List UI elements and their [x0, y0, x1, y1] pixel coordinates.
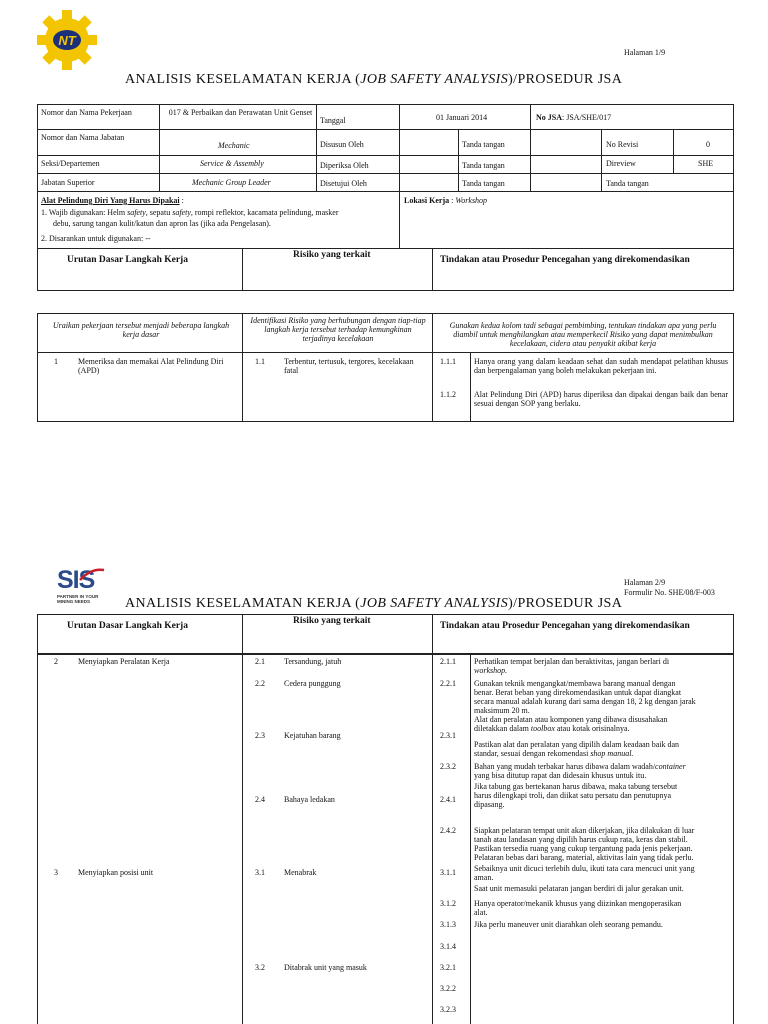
action-line: Sebaiknya unit dicuci terlebih dulu, ikuti tata cara mencuci unit yang	[474, 864, 695, 873]
risk-number: 2.1	[255, 657, 265, 666]
document-title: ANALISIS KESELAMATAN KERJA (JOB SAFETY ANALYSIS)/PROSEDUR JSA	[125, 72, 623, 87]
signature-label-2: Tanda tangan	[462, 161, 505, 170]
page-number: Halaman 2/9	[624, 578, 666, 587]
form-number: Formulir No. SHE/08/F-003	[624, 588, 715, 597]
signature-label-3: Tanda tangan	[462, 179, 505, 188]
column-header-risks: Risiko yang terkait	[293, 616, 371, 626]
action-number: 2.1.1	[440, 657, 456, 666]
column-header-actions: Tindakan atau Prosedur Pencegahan yang direkomendasikan	[440, 255, 690, 265]
date-value: 01 Januari 2014	[436, 113, 488, 122]
action-number: 2.4.1	[440, 795, 456, 804]
approved-by-label: Disetujui Oleh	[320, 179, 367, 188]
risk-description: Ditabrak unit yang masuk	[284, 963, 367, 972]
superior-label: Jabatan Superior	[41, 178, 95, 187]
guide-risks: Identifikasi Risiko yang berhubungan dengan tiap-tiap langkah kerja tersebut terhadap kemungkinan terjadinya kecelakaan	[250, 316, 426, 343]
ppe-heading: Alat Pelindung Diri Yang Harus Dipakai :	[41, 196, 184, 205]
section-value: Service & Assembly	[200, 159, 264, 168]
page-number: Halaman 1/9	[624, 48, 666, 57]
action-line: Gunakan teknik mengangkat/membawa barang manual dengan	[474, 679, 676, 688]
ppe-item-2: 2. Disarankan untuk digunakan: --	[41, 234, 151, 243]
action-line: Pelataran bebas dari barang, material, aktivitas lain yang tidak perlu.	[474, 853, 694, 862]
step-number: 3	[54, 868, 58, 877]
checked-by-label: Diperiksa Oleh	[320, 161, 369, 170]
sis-logo: SIS PARTNER IN YOUR MINING NEEDS	[57, 566, 117, 606]
action-number: 3.2.2	[440, 984, 456, 993]
step-description: Menyiapkan posisi unit	[78, 868, 154, 877]
date-label: Tanggal	[320, 116, 346, 125]
risk-description: Bahaya ledakan	[284, 795, 335, 804]
action-number: 3.2.1	[440, 963, 456, 972]
step-description: Menyiapkan Peralatan Kerja	[78, 657, 170, 666]
action-number: 3.1.2	[440, 899, 456, 908]
section-label: Seksi/Departemen	[41, 159, 100, 168]
action-description: Hanya orang yang dalam keadaan sehat dan sudah mendapat pelatihan khusus dan berpengalaman yang boleh melakukan pekerjaan ini.	[474, 357, 728, 375]
action-line: tanah atau landasan yang dipilih harus cukup rata, keras dan stabil.	[474, 835, 688, 844]
superior-value: Mechanic Group Leader	[192, 178, 271, 187]
risk-number: 2.3	[255, 731, 265, 740]
reviewed-label: Direview	[606, 159, 636, 168]
action-line: Perhatikan tempat berjalan dan beraktivitas, jangan berlari di	[474, 657, 670, 666]
action-line: benar. Berat beban yang direkomendasikan untuk dapat diangkat	[474, 688, 682, 697]
jsa-number: No JSA: JSA/SHE/017	[536, 113, 612, 122]
action-line: diletakkan dalam toolbox atau kotak orisinalnya.	[474, 724, 630, 733]
action-line: harus dilengkapi troli, dan diikat satu persatu dan penutupnya	[474, 791, 672, 800]
job-name-value: 017 & Perbaikan dan Perawatan Unit Genset	[168, 108, 313, 117]
action-number: 3.1.1	[440, 868, 456, 877]
action-line: secara manual adalah kurang dari sama dengan 18, 2 kg dengan jarak	[474, 697, 696, 706]
risk-number: 2.2	[255, 679, 265, 688]
risk-description: Kejatuhan barang	[284, 731, 341, 740]
risk-description: Cedera punggung	[284, 679, 341, 688]
action-number: 1.1.1	[440, 357, 456, 366]
action-line: Jika perlu maneuver unit diarahkan oleh seorang pemandu.	[474, 920, 663, 929]
swoosh-icon	[79, 568, 105, 582]
risk-number: 2.4	[255, 795, 265, 804]
step-description: Memeriksa dan memakai Alat Pelindung Diri (APD)	[78, 357, 224, 375]
signature-label-1: Tanda tangan	[462, 140, 505, 149]
ppe-item-1: 1. Wajib digunakan: Helm safety, sepatu safety, rompi reflektor, kacamata pelindung, masker	[41, 208, 339, 217]
column-header-steps: Urutan Dasar Langkah Kerja	[67, 255, 188, 265]
action-line: standar, sesuai dengan rekomendasi shop manual.	[474, 749, 634, 758]
revision-label: No Revisi	[606, 140, 639, 149]
column-header-steps: Urutan Dasar Langkah Kerja	[67, 621, 188, 631]
column-header-actions: Tindakan atau Prosedur Pencegahan yang direkomendasikan	[440, 621, 690, 631]
action-number: 3.1.3	[440, 920, 456, 929]
action-line: dipasang.	[474, 800, 505, 809]
prepared-by-label: Disusun Oleh	[320, 140, 364, 149]
document-title: ANALISIS KESELAMATAN KERJA (JOB SAFETY ANALYSIS)/PROSEDUR JSA	[125, 596, 623, 611]
action-number: 2.3.1	[440, 731, 456, 740]
action-number: 1.1.2	[440, 390, 456, 399]
action-line: Siapkan pelataran tempat unit akan dikerjakan, jika dilakukan di luar	[474, 826, 695, 835]
action-number: 2.4.2	[440, 826, 456, 835]
action-number: 2.2.1	[440, 679, 456, 688]
risk-number: 3.2	[255, 963, 265, 972]
action-number: 3.1.4	[440, 942, 456, 951]
action-line: alat.	[474, 908, 488, 917]
action-number: 3.2.3	[440, 1005, 456, 1014]
action-line: aman.	[474, 873, 494, 882]
company-gear-logo	[30, 8, 104, 72]
guide-steps: Uraikan pekerjaan tersebut menjadi beberapa langkah kerja dasar	[52, 321, 230, 339]
action-line: Jika tabung gas bertekanan harus dibawa, maka tabung tersebut	[474, 782, 678, 791]
jsa-header-page-2	[37, 614, 734, 654]
action-line: Hanya operator/mekanik khusus yang diizinkan mengoperasikan	[474, 899, 682, 908]
action-line: Pastikan tersedia ruang yang cukup tergantung pada jenis pekerjaan.	[474, 844, 693, 853]
work-location: Lokasi Kerja : Workshop	[404, 196, 488, 205]
step-number: 1	[54, 357, 58, 366]
action-line: Alat dan peralatan atau komponen yang dibawa disusahakan	[474, 715, 668, 724]
step-number: 2	[54, 657, 58, 666]
action-line: workshop.	[474, 666, 508, 675]
signature-label-4: Tanda tangan	[606, 179, 649, 188]
action-line: maksimum 20 m.	[474, 706, 530, 715]
guide-actions: Gunakan kedua kolom tadi sebagai pembimbing, tentukan tindakan apa yang perlu diambil untuk menghilangkan atau memperkecil Risiko yang dapat menimbulkan kecelakaan, cidera atau penyakit akibat kerja	[449, 321, 717, 348]
action-description: Alat Pelindung Diri (APD) harus diperiksa dan dipakai dengan baik dan benar sesuai dengan SOP yang berlaku.	[474, 390, 728, 408]
action-line: Pastikan alat dan peralatan yang dipilih dalam keadaan baik dan	[474, 740, 680, 749]
action-line: yang bisa ditutup rapat dan didesain khusus untuk itu.	[474, 771, 647, 780]
risk-number: 1.1	[255, 357, 265, 366]
svg-text:NT: NT	[58, 33, 76, 48]
action-line: Bahan yang mudah terbakar harus dibawa dalam wadah/container	[474, 762, 686, 771]
risk-description: Menabrak	[284, 868, 317, 877]
action-number: 2.3.2	[440, 762, 456, 771]
ppe-item-1-cont: debu, sarung tangan kulit/katun dan apron las (jika ada Pengelasan).	[53, 219, 271, 228]
column-header-risks: Risiko yang terkait	[293, 250, 371, 260]
job-name-label: Nomor dan Nama Pekerjaan	[41, 108, 132, 117]
action-line: Saat unit memasuki pelataran jangan berdiri di jalur gerakan unit.	[474, 884, 684, 893]
position-label: Nomor dan Nama Jabatan	[41, 133, 125, 142]
risk-number: 3.1	[255, 868, 265, 877]
risk-description: Terbentur, tertusuk, tergores, kecelakaan fatal	[284, 357, 414, 375]
position-value: Mechanic	[218, 141, 250, 150]
reviewed-value: SHE	[698, 159, 714, 168]
revision-value: 0	[706, 140, 710, 149]
risk-description: Tersandung, jatuh	[284, 657, 342, 666]
